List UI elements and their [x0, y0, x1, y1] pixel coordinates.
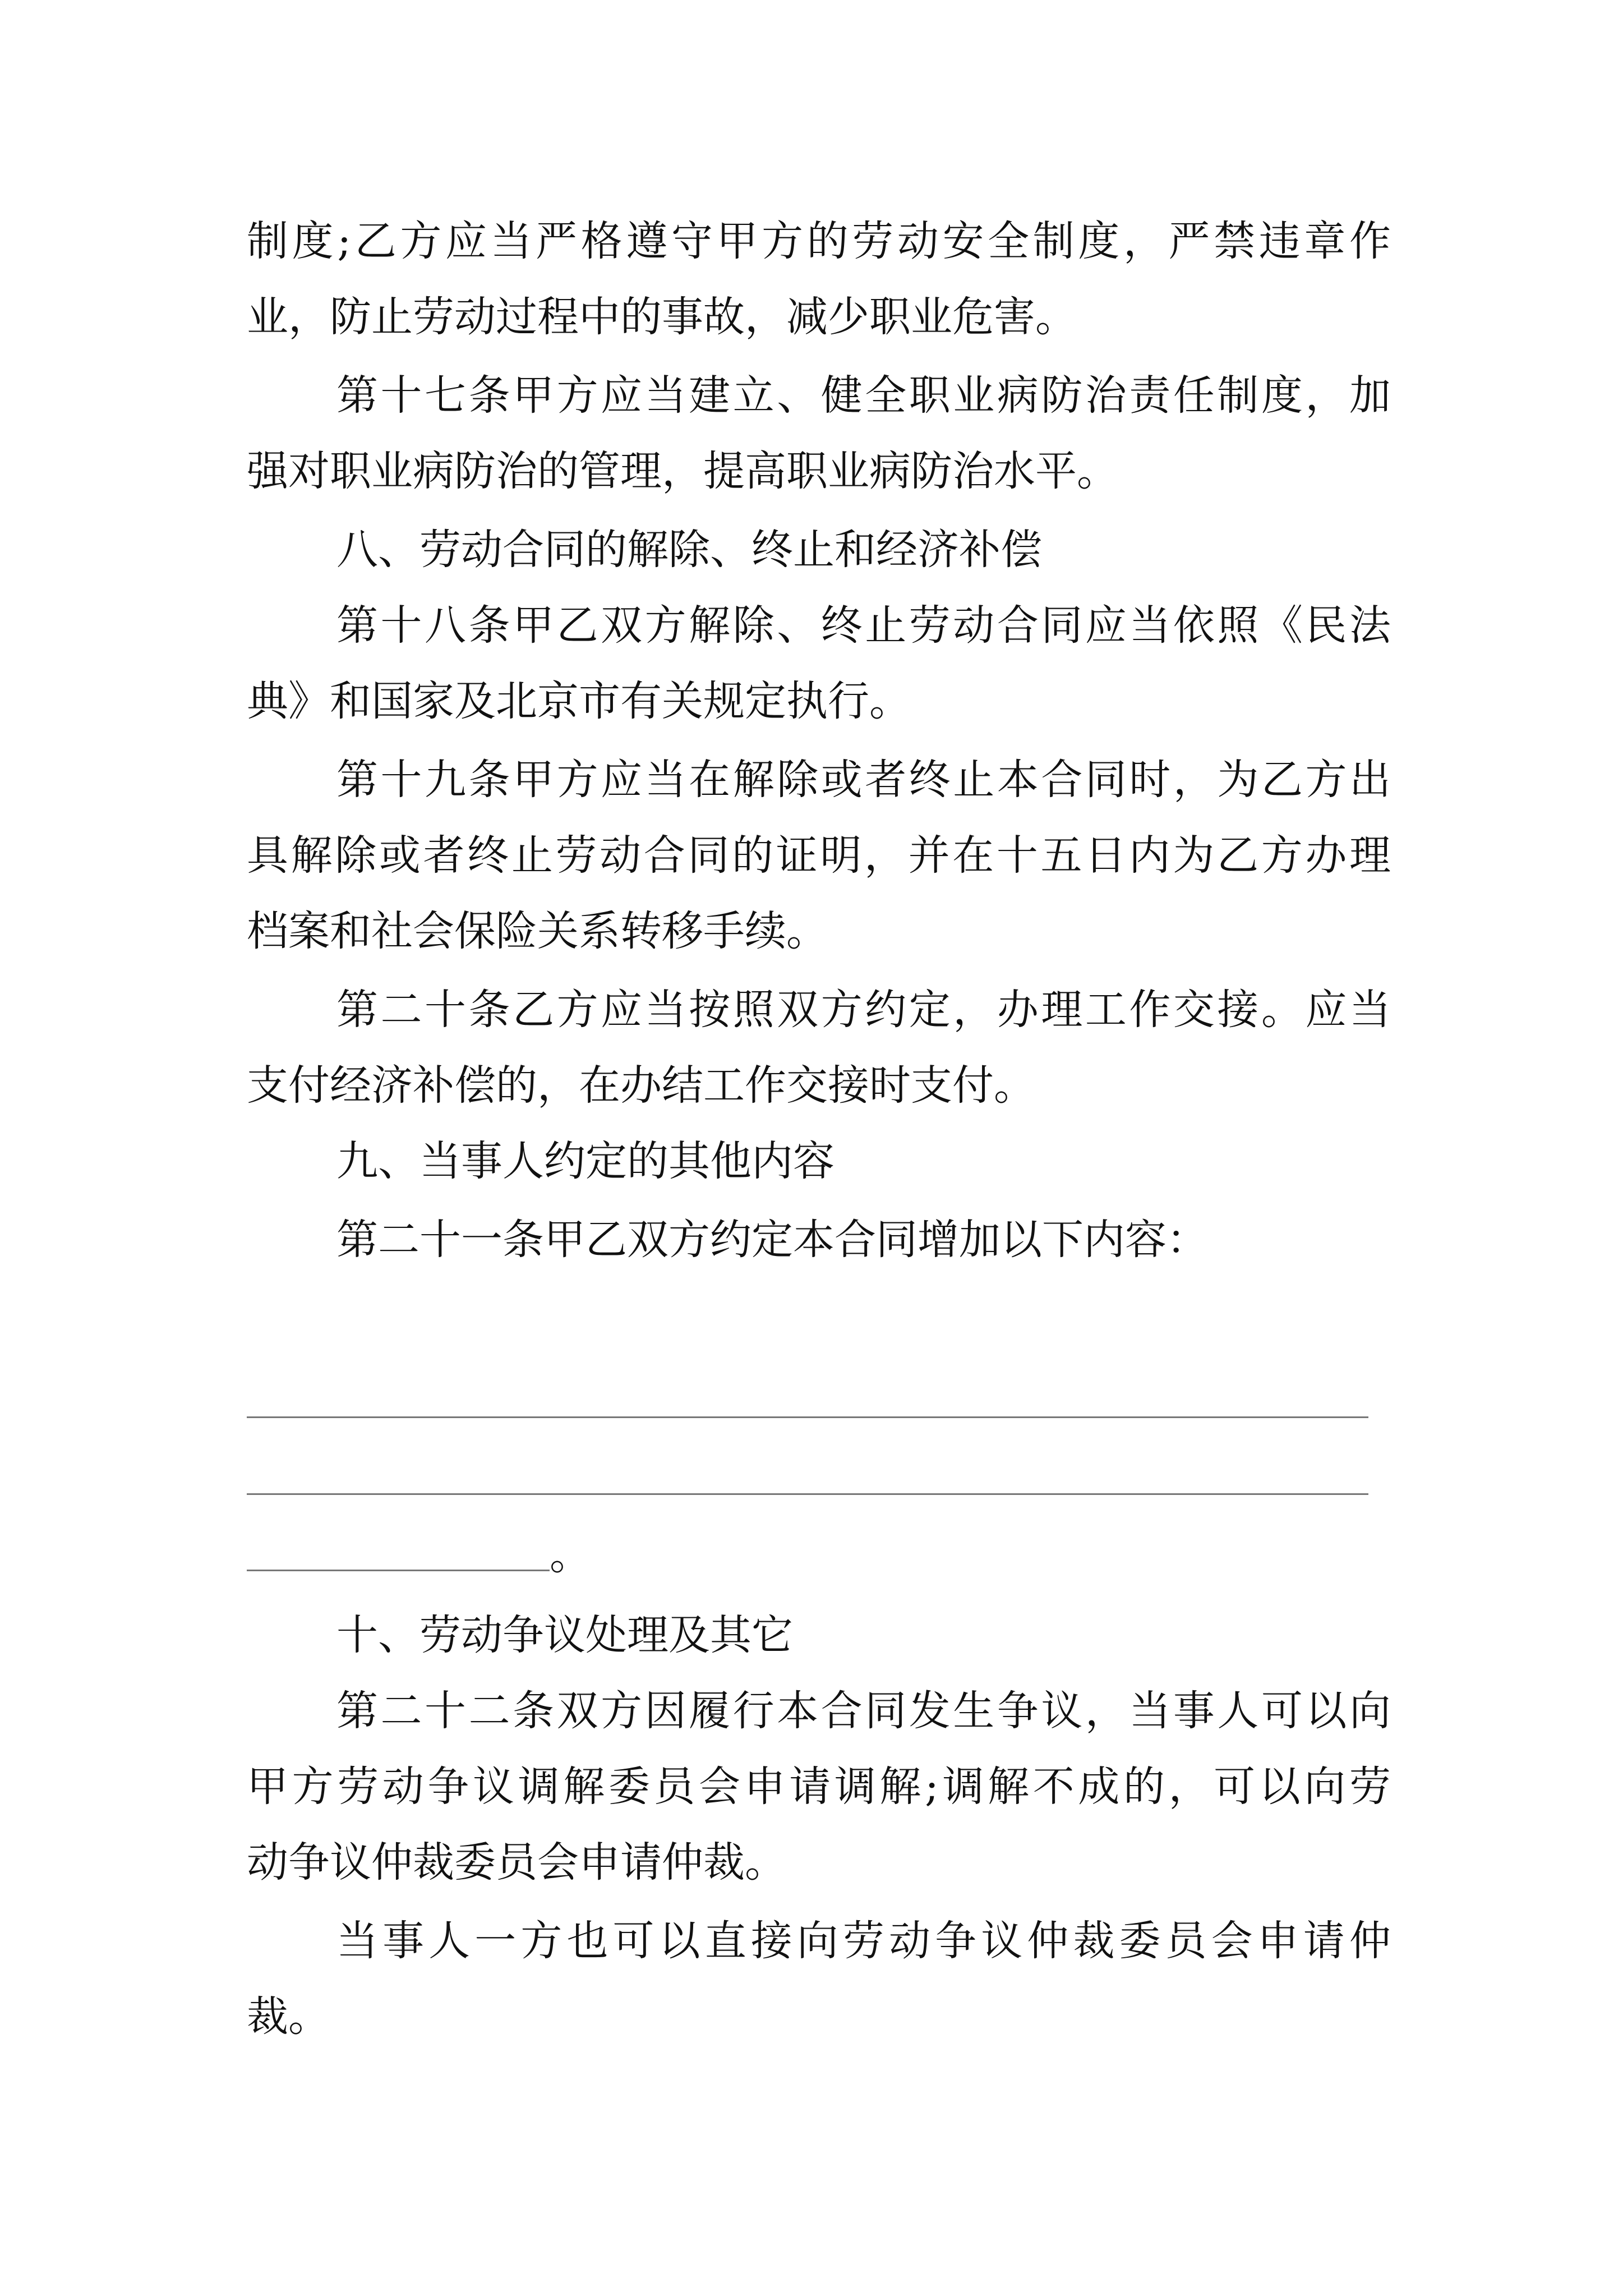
fill-end-mark: 。 — [550, 1531, 591, 1579]
text-line: 支付经济补偿的，在办结工作交接时支付。 — [247, 1061, 1035, 1110]
blank-fill-line — [247, 1570, 550, 1571]
text-line: 强对职业病防治的管理，提高职业病防治水平。 — [247, 447, 1118, 495]
text-line: 档案和社会保险关系转移手续。 — [247, 907, 828, 955]
blank-fill-line — [247, 1416, 1368, 1418]
text-line: 第十九条甲方应当在解除或者终止本合同时，为乙方出 — [336, 756, 1391, 804]
text-line: 第十八条甲乙双方解除、终止劳动合同应当依照《民法 — [336, 601, 1391, 650]
text-line: 第二十一条甲乙双方约定本合同增加以下内容： — [336, 1216, 1208, 1264]
text-line: 业，防止劳动过程中的事故，减少职业危害。 — [247, 293, 1077, 341]
text-line: 典》和国家及北京市有关规定执行。 — [247, 677, 911, 725]
blank-fill-line — [247, 1493, 1368, 1495]
section-heading: 九、当事人约定的其他内容 — [336, 1137, 834, 1185]
text-line: 动争议仲裁委员会申请仲裁。 — [247, 1838, 786, 1887]
text-line: 裁。 — [247, 1993, 330, 2041]
text-line: 第十七条甲方应当建立、健全职业病防治责任制度，加 — [336, 371, 1391, 420]
text-line: 具解除或者终止劳动合同的证明，并在十五日内为乙方办理 — [247, 831, 1391, 880]
text-line: 甲方劳动争议调解委员会申请调解;调解不成的，可以向劳 — [247, 1763, 1391, 1811]
text-line: 第二十二条双方因履行本合同发生争议，当事人可以向 — [336, 1687, 1391, 1735]
text-line: 制度;乙方应当严格遵守甲方的劳动安全制度，严禁违章作 — [247, 217, 1391, 265]
section-heading: 八、劳动合同的解除、终止和经济补偿 — [336, 526, 1042, 574]
text-line: 第二十条乙方应当按照双方约定，办理工作交接。应当 — [336, 986, 1391, 1034]
section-heading: 十、劳动争议处理及其它 — [336, 1611, 793, 1659]
text-line: 当事人一方也可以直接向劳动争议仲裁委员会申请仲 — [336, 1917, 1391, 1965]
